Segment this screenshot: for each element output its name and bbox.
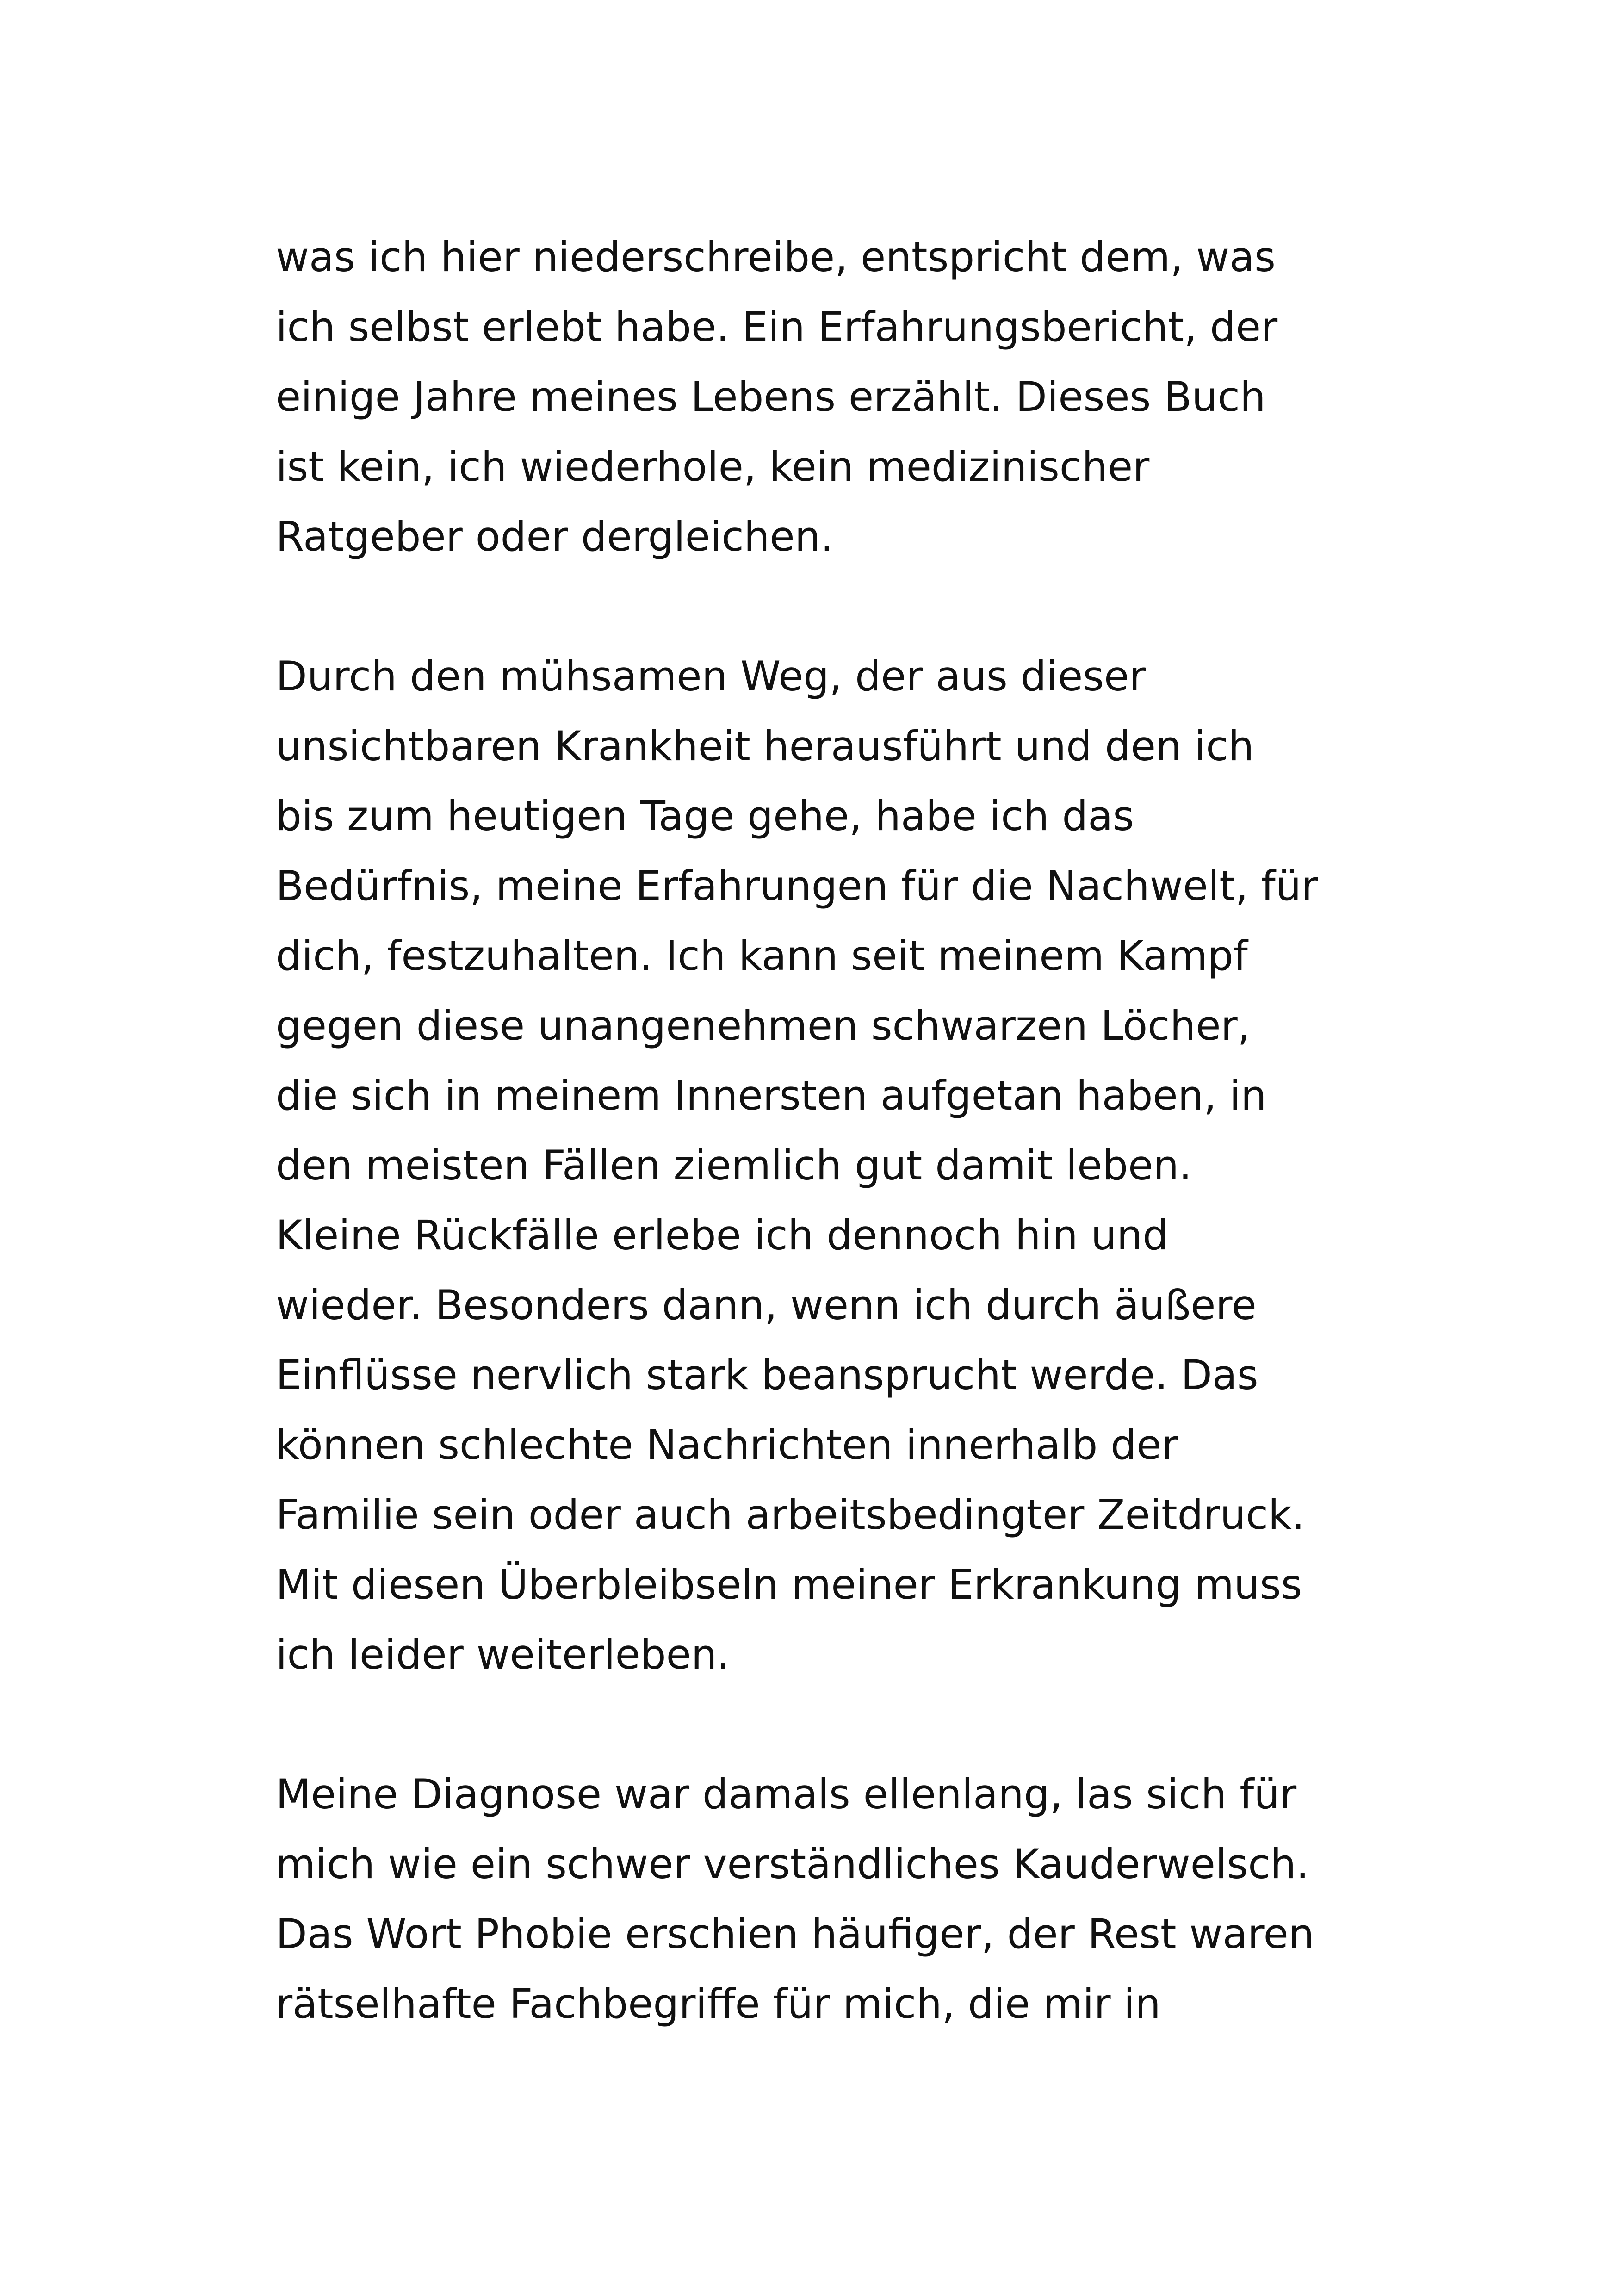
text-line: was ich hier niederschreibe, entspricht dem, was <box>276 233 1276 281</box>
paragraph-1 <box>276 222 1386 571</box>
text-line: einige Jahre meines Lebens erzählt. Dieses Buch <box>276 373 1266 421</box>
text-line: Meine Diagnose war damals ellenlang, las sich für <box>276 1770 1297 1818</box>
body-text <box>276 222 1386 2039</box>
text-line: Kleine Rückfälle erlebe ich dennoch hin und <box>276 1211 1169 1259</box>
text-line: wieder. Besonders dann, wenn ich durch äußere <box>276 1281 1257 1329</box>
text-line: unsichtbaren Krankheit herausführt und den ich <box>276 722 1254 770</box>
text-line: Bedürfnis, meine Erfahrungen für die Nachwelt, für <box>276 862 1318 910</box>
text-line: Das Wort Phobie erschien häufiger, der Rest waren <box>276 1910 1314 1958</box>
paragraph-2 <box>276 641 1386 1689</box>
text-line: Durch den mühsamen Weg, der aus dieser <box>276 652 1146 700</box>
text-line: rätselhafte Fachbegriffe für mich, die mir in <box>276 1980 1161 2028</box>
text-line: dich, festzuhalten. Ich kann seit meinem Kampf <box>276 932 1248 980</box>
text-line: Mit diesen Überbleibseln meiner Erkrankung muss <box>276 1561 1302 1608</box>
text-line: gegen diese unangenehmen schwarzen Löcher, <box>276 1002 1251 1049</box>
text-line: bis zum heutigen Tage gehe, habe ich das <box>276 792 1134 840</box>
text-line: Familie sein oder auch arbeitsbedingter Zeitdruck. <box>276 1491 1305 1539</box>
text-line: den meisten Fällen ziemlich gut damit leben. <box>276 1142 1192 1189</box>
text-line: Ratgeber oder dergleichen. <box>276 513 834 560</box>
text-line: ist kein, ich wiederhole, kein medizinischer <box>276 443 1150 490</box>
text-line: die sich in meinem Innersten aufgetan haben, in <box>276 1072 1267 1119</box>
text-line: können schlechte Nachrichten innerhalb der <box>276 1421 1178 1469</box>
text-line: Einflüsse nervlich stark beansprucht werde. Das <box>276 1351 1258 1399</box>
text-line: ich leider weiterleben. <box>276 1631 730 1678</box>
text-line: ich selbst erlebt habe. Ein Erfahrungsbericht, der <box>276 303 1278 351</box>
paragraph-3 <box>276 1759 1386 2039</box>
text-line: mich wie ein schwer verständliches Kauderwelsch. <box>276 1840 1309 1888</box>
